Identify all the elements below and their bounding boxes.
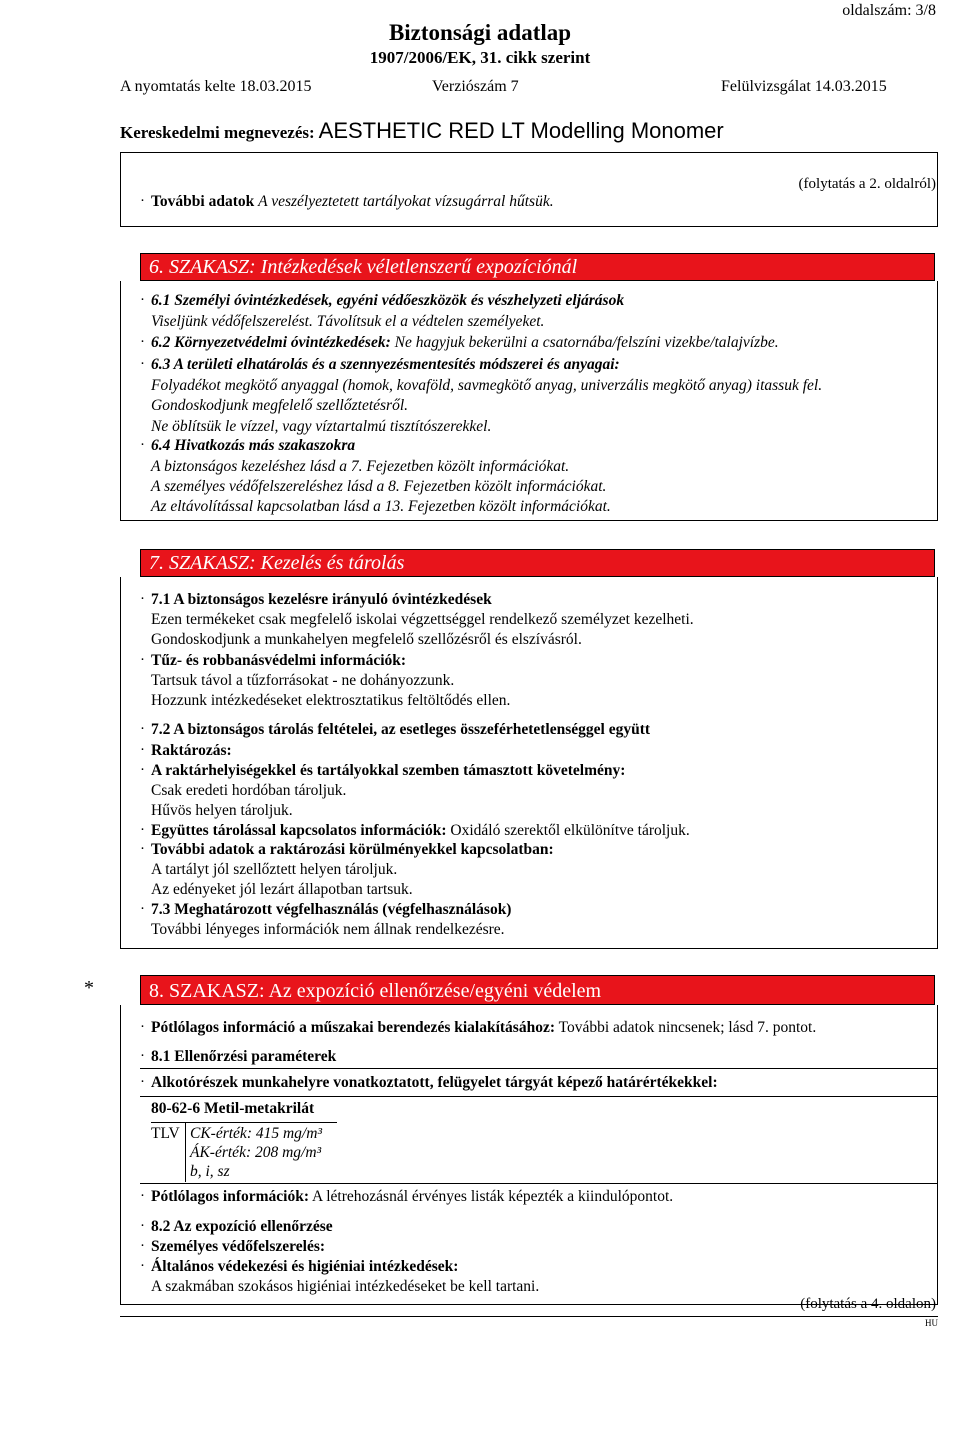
s81-title: 8.1 Ellenőrzési paraméterek bbox=[151, 1048, 337, 1065]
version-number: Verziószám 7 bbox=[432, 78, 519, 95]
s71-title: 7.1 A biztonságos kezelésre irányuló óvintézkedések bbox=[151, 591, 492, 608]
s71-line-1: Ezen termékeket csak megfelelő iskolai végzettséggel rendelkező személyzet kezelheti. bbox=[151, 611, 694, 628]
additional-info-row: Pótlólagos információk: A létrehozásnál érvényes listák képezték a kiindulópontot. bbox=[151, 1188, 674, 1205]
s64-title: 6.4 Hivatkozás más szakaszokra bbox=[151, 437, 356, 454]
print-date: A nyomtatás kelte 18.03.2015 bbox=[120, 78, 312, 95]
page-number: oldalszám: 3/8 bbox=[842, 2, 936, 19]
tlv-line-3: b, i, sz bbox=[190, 1163, 230, 1180]
section6-title-bar: 6. SZAKASZ: Intézkedések véletlenszerű expozíciónál bbox=[140, 253, 935, 281]
tlv-line-1: CK-érték: 415 mg/m³ bbox=[190, 1125, 323, 1142]
hygiene-title: Általános védekezési és higiéniai intézkedések: bbox=[151, 1258, 459, 1275]
s71-line-2: Gondoskodjunk a munkahelyen megfelelő szellőzésről és elszívásról. bbox=[151, 631, 582, 648]
requirement-line-2: Hűvös helyen tároljuk. bbox=[151, 802, 293, 819]
s73-title: 7.3 Meghatározott végfelhasználás (végfelhasználások) bbox=[151, 901, 512, 918]
s63-line-3: Ne öblítsük le vízzel, vagy víztartalmú tisztítószerekkel. bbox=[151, 418, 492, 435]
s61-text: Viseljünk védőfelszerelést. Távolítsuk el a védtelen személyeket. bbox=[151, 313, 545, 330]
s61-title: 6.1 Személyi óvintézkedések, egyéni védőeszközök és vészhelyzeti eljárások bbox=[151, 292, 625, 309]
s62-row: 6.2 Környezetvédelmi óvintézkedések: Ne hagyjuk bekerülni a csatornába/felszíni vizekbe/talajvízbe. bbox=[151, 334, 779, 351]
storage-title: Raktározás: bbox=[151, 742, 232, 759]
section8-title-bar: 8. SZAKASZ: Az expozíció ellenőrzése/egyéni védelem bbox=[140, 975, 935, 1005]
further-title: További adatok a raktározási körülményekkel kapcsolatban: bbox=[151, 841, 554, 858]
hygiene-text: A szakmában szokásos higiéniai intézkedéseket be kell tartani. bbox=[151, 1278, 540, 1295]
joint-storage-row: Együttes tárolással kapcsolatos információk: Oxidáló szerektől elkülönítve tároljuk. bbox=[151, 822, 690, 839]
s72-title: 7.2 A biztonságos tárolás feltételei, az esetleges összeférhetetlenséggel együtt bbox=[151, 721, 651, 738]
s63-line-2: Gondoskodjunk megfelelő szellőztetésről. bbox=[151, 397, 408, 414]
requirement-line-1: Csak eredeti hordóban tároljuk. bbox=[151, 782, 347, 799]
requirement-title: A raktárhelyiségekkel és tartályokkal szemben támasztott követelmény: bbox=[151, 762, 626, 779]
tlv-label: TLV bbox=[151, 1125, 180, 1142]
s63-line-1: Folyadékot megkötő anyaggal (homok, kovaföld, savmegkötő anyag, univerzális megkötő anyag) itassuk fel. bbox=[151, 377, 823, 394]
document-subtitle: 1907/2006/EK, 31. cikk szerint bbox=[369, 48, 591, 67]
continued-from: (folytatás a 2. oldalról) bbox=[798, 176, 936, 192]
trade-name-row bbox=[120, 118, 724, 144]
substance-name: 80-62-6 Metil-metakrilát bbox=[151, 1100, 315, 1117]
further-line-1: A tartályt jól szellőztett helyen tároljuk. bbox=[151, 861, 398, 878]
fire-title: Tűz- és robbanásvédelmi információk: bbox=[151, 652, 407, 669]
footer-divider bbox=[120, 1316, 938, 1317]
change-marker: * bbox=[84, 977, 94, 999]
fire-line-2: Hozzunk intézkedéseket elektrosztatikus feltöltődés ellen. bbox=[151, 692, 511, 709]
further-line-2: Az edényeket jól lezárt állapotban tartsuk. bbox=[151, 881, 413, 898]
tlv-line-2: ÁK-érték: 208 mg/m³ bbox=[190, 1144, 322, 1161]
section5-extra: További adatok A veszélyeztetett tartályokat vízsugárral hűtsük. bbox=[151, 193, 554, 210]
s63-title: 6.3 A területi elhatárolás és a szennyezésmentesítés módszerei és anyagai: bbox=[151, 356, 620, 373]
section7-title-bar: 7. SZAKASZ: Kezelés és tárolás bbox=[140, 549, 935, 577]
trade-name: AESTHETIC RED LT Modelling Monomer bbox=[318, 118, 724, 143]
s82-title: 8.2 Az expozíció ellenőrzése bbox=[151, 1218, 333, 1235]
revision-date: Felülvizsgálat 14.03.2015 bbox=[721, 78, 887, 95]
trade-name-label: Kereskedelmi megnevezés: bbox=[120, 123, 315, 142]
s73-text: További lényeges információk nem állnak rendelkezésre. bbox=[151, 921, 505, 938]
language-code: HU bbox=[925, 1318, 938, 1328]
document-title: Biztonsági adatlap bbox=[388, 20, 572, 45]
s64-line-2: A személyes védőfelszereléshez lásd a 8. Fejezetben közölt információkat. bbox=[151, 478, 607, 495]
engineering-info-row: Pótlólagos információ a műszakai berendezés kialakításához: További adatok nincsenek; lásd 7. pontot. bbox=[151, 1019, 817, 1036]
continued-to: (folytatás a 4. oldalon) bbox=[800, 1296, 936, 1312]
s64-line-1: A biztonságos kezeléshez lásd a 7. Fejezetben közölt információkat. bbox=[151, 458, 570, 475]
limits-title: Alkotórészek munkahelyre vonatkoztatott, felügyelet tárgyát képező határértékekkel: bbox=[151, 1074, 718, 1091]
fire-line-1: Tartsuk távol a tűzforrásokat - ne dohányozzunk. bbox=[151, 672, 455, 689]
s64-line-3: Az eltávolítással kapcsolatban lásd a 13. Fejezetben közölt információkat. bbox=[151, 498, 611, 515]
ppe-title: Személyes védőfelszerelés: bbox=[151, 1238, 326, 1255]
